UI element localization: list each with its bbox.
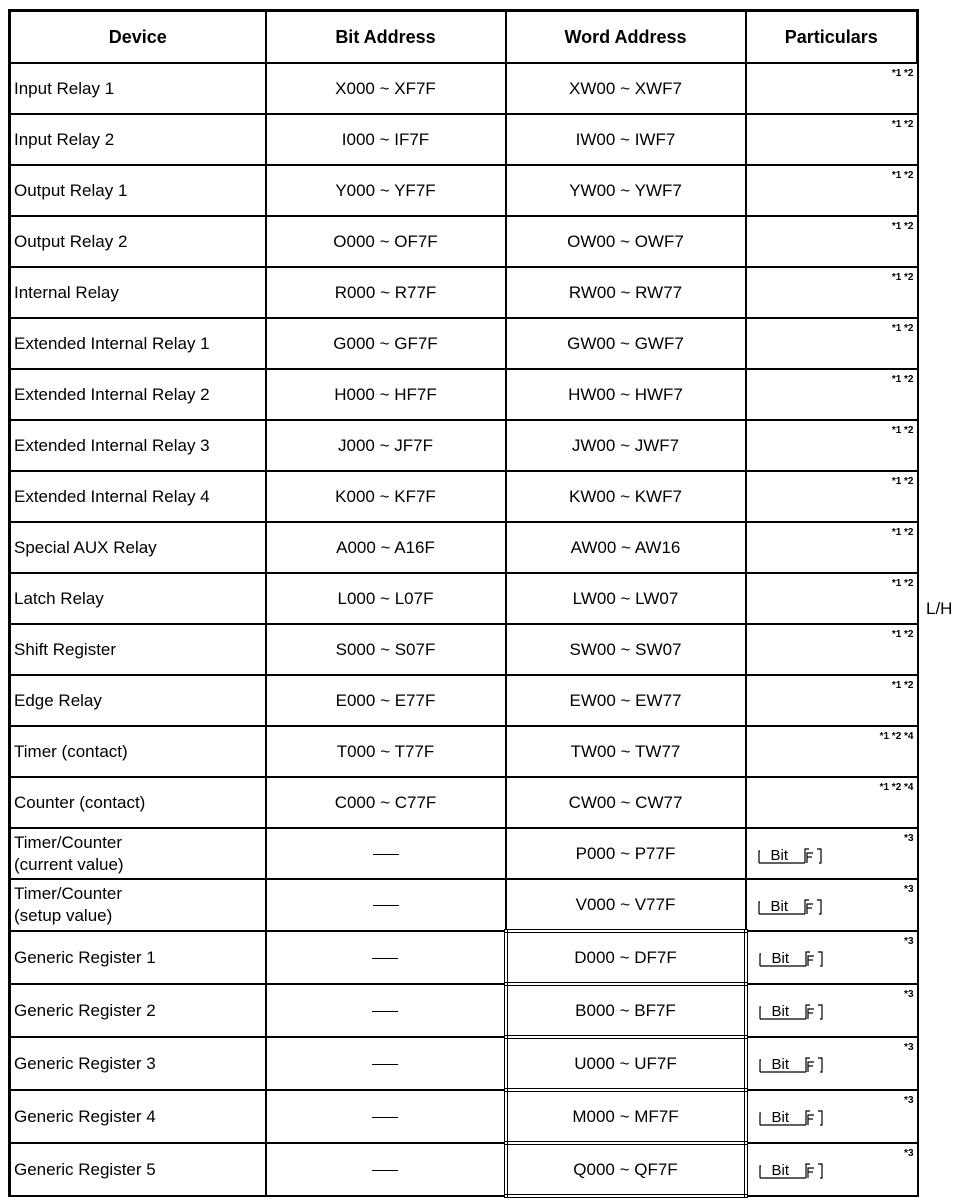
device-cell — [10, 828, 266, 879]
device-name-line: (current value) — [14, 854, 124, 874]
bit-address-cell: R000 ~ R77F — [266, 267, 506, 318]
not-applicable-dash — [372, 1170, 398, 1171]
footnote-marker: *1 *2 — [891, 68, 914, 79]
not-applicable-dash — [372, 1064, 398, 1065]
table-row — [10, 1090, 918, 1143]
table-row — [10, 1143, 918, 1196]
device-cell: Input Relay 1 — [10, 63, 266, 114]
particulars-cell — [746, 165, 918, 216]
table-header-row — [10, 11, 918, 64]
particulars-cell — [746, 63, 918, 114]
table-row — [10, 114, 918, 165]
word-address-cell: U000 ~ UF7F — [506, 1037, 746, 1090]
header-word-address: Word Address — [506, 11, 746, 64]
device-cell: Generic Register 3 — [10, 1037, 266, 1090]
particulars-cell — [746, 573, 918, 624]
device-cell: Shift Register — [10, 624, 266, 675]
word-address-cell: Q000 ~ QF7F — [506, 1143, 746, 1196]
bit-address-cell: J000 ~ JF7F — [266, 420, 506, 471]
device-cell: Extended Internal Relay 4 — [10, 471, 266, 522]
word-address-cell: M000 ~ MF7F — [506, 1090, 746, 1143]
device-cell: Latch Relay — [10, 573, 266, 624]
particulars-cell — [746, 1143, 918, 1196]
word-address-cell: B000 ~ BF7F — [506, 984, 746, 1037]
not-applicable-dash — [372, 958, 398, 959]
particulars-cell — [746, 318, 918, 369]
table-row — [10, 984, 918, 1037]
device-cell: Counter (contact) — [10, 777, 266, 828]
table-row — [10, 63, 918, 114]
header-bit-address: Bit Address — [266, 11, 506, 64]
footnote-marker: *1 *2 — [891, 374, 914, 385]
bit-address-cell — [266, 1143, 506, 1196]
particulars-cell — [746, 879, 918, 931]
word-address-cell: OW00 ~ OWF7 — [506, 216, 746, 267]
table-row — [10, 318, 918, 369]
not-applicable-dash — [372, 1117, 398, 1118]
word-address-cell: P000 ~ P77F — [506, 828, 746, 879]
bit-address-cell: I000 ~ IF7F — [266, 114, 506, 165]
table-row — [10, 777, 918, 828]
device-cell: Generic Register 1 — [10, 931, 266, 984]
table-row — [10, 420, 918, 471]
footnote-marker: *1 *2 — [891, 527, 914, 538]
device-cell: Generic Register 4 — [10, 1090, 266, 1143]
bit-f-icon — [758, 1003, 830, 1021]
bit-address-cell: A000 ~ A16F — [266, 522, 506, 573]
bit-address-cell: H000 ~ HF7F — [266, 369, 506, 420]
footnote-marker: *1 *2 — [891, 272, 914, 283]
particulars-cell — [746, 420, 918, 471]
footnote-marker: *3 — [904, 989, 914, 1000]
device-cell: Extended Internal Relay 3 — [10, 420, 266, 471]
footnote-marker: *3 — [904, 1148, 914, 1159]
word-address-cell: SW00 ~ SW07 — [506, 624, 746, 675]
table-row — [10, 879, 918, 931]
not-applicable-dash — [373, 905, 399, 906]
table-body — [10, 63, 918, 1196]
footnote-marker: *3 — [904, 884, 914, 895]
table-row — [10, 726, 918, 777]
particulars-cell — [746, 369, 918, 420]
device-cell: Internal Relay — [10, 267, 266, 318]
device-name-line: (setup value) — [14, 906, 113, 925]
bit-f-icon — [758, 1109, 830, 1127]
bit-label: Bit — [770, 847, 789, 864]
device-cell — [10, 879, 266, 931]
particulars-cell — [746, 114, 918, 165]
word-address-cell: D000 ~ DF7F — [506, 931, 746, 984]
word-address-cell: AW00 ~ AW16 — [506, 522, 746, 573]
footnote-marker: *1 *2 *4 — [879, 782, 914, 793]
device-cell: Input Relay 2 — [10, 114, 266, 165]
not-applicable-dash — [373, 854, 399, 855]
device-name-line: Timer/Counter — [14, 832, 123, 852]
bit-address-cell: L000 ~ L07F — [266, 573, 506, 624]
word-address-cell: XW00 ~ XWF7 — [506, 63, 746, 114]
particulars-cell — [746, 984, 918, 1037]
footnote-marker: *1 *2 — [891, 323, 914, 334]
particulars-cell — [746, 522, 918, 573]
bit-f-icon — [757, 847, 829, 865]
bit-address-cell: E000 ~ E77F — [266, 675, 506, 726]
word-address-cell: LW00 ~ LW07 — [506, 573, 746, 624]
device-cell: Generic Register 5 — [10, 1143, 266, 1196]
word-address-cell: CW00 ~ CW77 — [506, 777, 746, 828]
footnote-marker: *1 *2 — [891, 680, 914, 691]
table-row — [10, 1037, 918, 1090]
footnote-marker: *3 — [904, 1095, 914, 1106]
table-row — [10, 931, 918, 984]
device-address-table — [8, 9, 919, 1198]
device-cell: Output Relay 2 — [10, 216, 266, 267]
bit-label: Bit — [771, 1162, 790, 1179]
bit-address-cell: Y000 ~ YF7F — [266, 165, 506, 216]
particulars-cell — [746, 624, 918, 675]
footnote-marker: *3 — [904, 833, 914, 844]
table-row — [10, 216, 918, 267]
particulars-cell — [746, 1037, 918, 1090]
bit-f-icon — [757, 898, 829, 916]
table-row — [10, 828, 918, 879]
particulars-cell — [746, 216, 918, 267]
footnote-marker: *1 *2 — [891, 578, 914, 589]
bit-f-icon — [758, 950, 830, 968]
bit-label: Bit — [770, 898, 789, 915]
device-cell: Edge Relay — [10, 675, 266, 726]
word-address-cell: EW00 ~ EW77 — [506, 675, 746, 726]
particulars-cell — [746, 267, 918, 318]
not-applicable-dash — [372, 1011, 398, 1012]
device-name-line: Timer/Counter — [14, 884, 123, 903]
footnote-marker: *1 *2 — [891, 425, 914, 436]
bit-address-cell — [266, 879, 506, 931]
bit-label: Bit — [771, 950, 790, 967]
particulars-side-note: L/H — [926, 599, 953, 618]
footnote-marker: *1 *2 — [891, 170, 914, 181]
device-cell: Extended Internal Relay 2 — [10, 369, 266, 420]
word-address-cell: YW00 ~ YWF7 — [506, 165, 746, 216]
table-row — [10, 165, 918, 216]
bit-address-cell: G000 ~ GF7F — [266, 318, 506, 369]
table-row — [10, 267, 918, 318]
word-address-cell: JW00 ~ JWF7 — [506, 420, 746, 471]
particulars-cell — [746, 1090, 918, 1143]
bit-address-cell — [266, 931, 506, 984]
word-address-cell: TW00 ~ TW77 — [506, 726, 746, 777]
bit-address-cell: K000 ~ KF7F — [266, 471, 506, 522]
footnote-marker: *3 — [904, 1042, 914, 1053]
bit-label: Bit — [771, 1109, 790, 1126]
footnote-marker: *1 *2 *4 — [879, 731, 914, 742]
header-particulars: Particulars — [746, 11, 918, 64]
device-cell: Extended Internal Relay 1 — [10, 318, 266, 369]
word-address-cell: RW00 ~ RW77 — [506, 267, 746, 318]
word-address-cell: GW00 ~ GWF7 — [506, 318, 746, 369]
footnote-marker: *1 *2 — [891, 221, 914, 232]
table-row — [10, 573, 918, 624]
bit-f-icon — [758, 1162, 830, 1180]
particulars-cell — [746, 726, 918, 777]
particulars-cell — [746, 931, 918, 984]
footnote-marker: *1 *2 — [891, 629, 914, 640]
bit-label: Bit — [771, 1003, 790, 1020]
bit-address-cell — [266, 828, 506, 879]
device-cell: Generic Register 2 — [10, 984, 266, 1037]
bit-address-cell — [266, 984, 506, 1037]
device-cell: Timer (contact) — [10, 726, 266, 777]
table-row — [10, 369, 918, 420]
bit-address-cell: O000 ~ OF7F — [266, 216, 506, 267]
particulars-cell — [746, 777, 918, 828]
bit-address-cell: S000 ~ S07F — [266, 624, 506, 675]
footnote-marker: *1 *2 — [891, 476, 914, 487]
bit-address-cell: T000 ~ T77F — [266, 726, 506, 777]
table-row — [10, 471, 918, 522]
particulars-cell — [746, 675, 918, 726]
bit-label: Bit — [771, 1056, 790, 1073]
table-row — [10, 675, 918, 726]
table-row — [10, 522, 918, 573]
footnote-marker: *1 *2 — [891, 119, 914, 130]
word-address-cell: KW00 ~ KWF7 — [506, 471, 746, 522]
device-cell: Output Relay 1 — [10, 165, 266, 216]
bit-address-cell: C000 ~ C77F — [266, 777, 506, 828]
bit-address-cell: X000 ~ XF7F — [266, 63, 506, 114]
footnote-marker: *3 — [904, 936, 914, 947]
particulars-cell — [746, 828, 918, 879]
particulars-cell — [746, 471, 918, 522]
word-address-cell: IW00 ~ IWF7 — [506, 114, 746, 165]
word-address-cell: V000 ~ V77F — [506, 879, 746, 931]
header-device: Device — [10, 11, 266, 64]
table-row — [10, 624, 918, 675]
bit-f-icon — [758, 1056, 830, 1074]
bit-address-cell — [266, 1037, 506, 1090]
bit-address-cell — [266, 1090, 506, 1143]
word-address-cell: HW00 ~ HWF7 — [506, 369, 746, 420]
device-cell: Special AUX Relay — [10, 522, 266, 573]
